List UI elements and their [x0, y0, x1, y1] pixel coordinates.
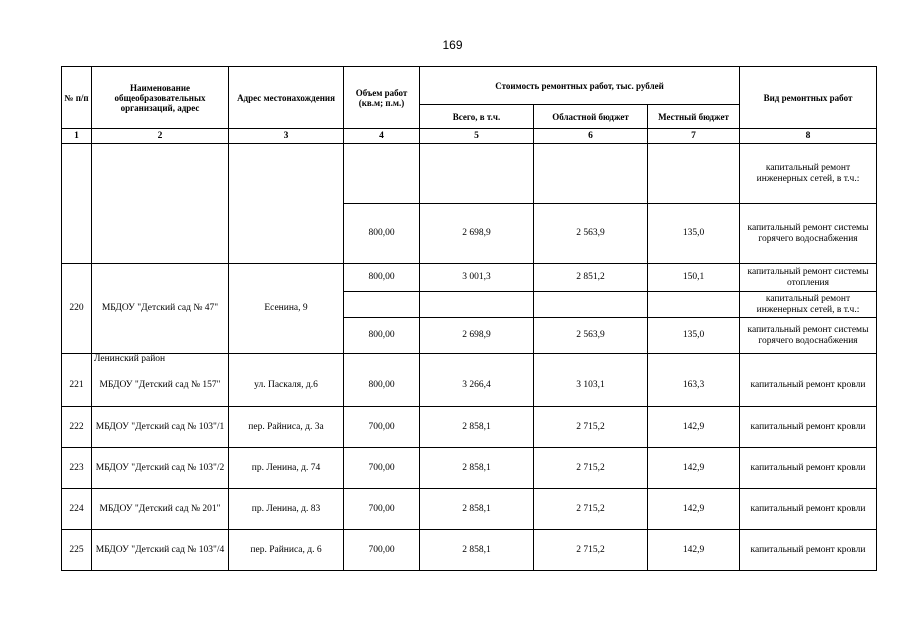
cell-address: Есенина, 9	[229, 264, 344, 354]
column-number-row	[62, 129, 877, 144]
cell-num: 225	[62, 530, 92, 571]
table-row	[62, 530, 877, 571]
header-col-volume: Объем работ (кв.м; п.м.)	[344, 67, 420, 129]
cell-address: ул. Паскаля, д.6	[229, 365, 344, 407]
cell-local: 142,9	[648, 448, 740, 489]
cell-volume: 700,00	[344, 489, 420, 530]
cell-name: МБДОУ "Детский сад № 103"/2	[92, 448, 229, 489]
cell-local: 142,9	[648, 530, 740, 571]
cell-volume: 700,00	[344, 407, 420, 448]
table-row	[62, 264, 877, 292]
table-row	[62, 407, 877, 448]
cell-name: МБДОУ "Детский сад № 201"	[92, 489, 229, 530]
column-number: 4	[344, 129, 420, 144]
cell-num: 220	[62, 264, 92, 354]
cell-volume: 700,00	[344, 448, 420, 489]
page-number: 169	[442, 38, 463, 52]
cell-name: МБДОУ "Детский сад № 47"	[92, 264, 229, 354]
cell-num	[62, 144, 92, 264]
cell-volume	[344, 292, 420, 318]
cell-work-type	[740, 354, 877, 365]
cell-local: 163,3	[648, 365, 740, 407]
cell-regional	[534, 354, 648, 365]
district-label: Ленинский район	[92, 354, 229, 365]
column-number: 1	[62, 129, 92, 144]
cell-work-type: капитальный ремонт системы горячего водоснабжения	[740, 318, 877, 354]
cell-volume: 800,00	[344, 365, 420, 407]
cell-local	[648, 292, 740, 318]
cell-regional: 2 851,2	[534, 264, 648, 292]
cell-volume	[344, 144, 420, 204]
cell-volume: 800,00	[344, 264, 420, 292]
cell-local: 135,0	[648, 318, 740, 354]
cell-total	[420, 144, 534, 204]
cell-regional: 2 563,9	[534, 204, 648, 264]
header-col-address: Адрес местонахождения	[229, 67, 344, 129]
cell-volume	[344, 354, 420, 365]
cell-name	[92, 144, 229, 264]
column-number: 3	[229, 129, 344, 144]
cell-local	[648, 354, 740, 365]
cell-name: МБДОУ "Детский сад № 103"/4	[92, 530, 229, 571]
column-number: 6	[534, 129, 648, 144]
cell-volume: 800,00	[344, 318, 420, 354]
cell-local: 142,9	[648, 489, 740, 530]
cell-local: 142,9	[648, 407, 740, 448]
cell-regional: 2 715,2	[534, 407, 648, 448]
table-row	[62, 144, 877, 204]
district-row	[62, 354, 877, 365]
cell-work-type: капитальный ремонт кровли	[740, 489, 877, 530]
cell-total	[420, 292, 534, 318]
cell-num: 223	[62, 448, 92, 489]
cell-num	[62, 354, 92, 365]
cell-total: 3 001,3	[420, 264, 534, 292]
cell-local: 135,0	[648, 204, 740, 264]
column-number: 2	[92, 129, 229, 144]
cell-regional	[534, 292, 648, 318]
cell-work-type: капитальный ремонт системы отопления	[740, 264, 877, 292]
cell-total: 2 858,1	[420, 407, 534, 448]
cell-total: 2 858,1	[420, 448, 534, 489]
cell-total	[420, 354, 534, 365]
cell-num: 222	[62, 407, 92, 448]
cell-address: пер. Райниса, д. 3а	[229, 407, 344, 448]
cell-regional: 3 103,1	[534, 365, 648, 407]
column-number: 8	[740, 129, 877, 144]
cell-work-type: капитальный ремонт кровли	[740, 448, 877, 489]
cell-address: пр. Ленина, д. 74	[229, 448, 344, 489]
table-row	[62, 365, 877, 407]
cell-num: 224	[62, 489, 92, 530]
header-col-work-type: Вид ремонтных работ	[740, 67, 877, 129]
cell-regional	[534, 144, 648, 204]
cell-work-type: капитальный ремонт инженерных сетей, в т.ч.:	[740, 144, 877, 204]
table-row	[62, 448, 877, 489]
cell-local	[648, 144, 740, 204]
cell-total: 2 858,1	[420, 530, 534, 571]
column-number: 7	[648, 129, 740, 144]
cell-volume: 700,00	[344, 530, 420, 571]
header-col-name: Наименование общеобразовательных организаций, адрес	[92, 67, 229, 129]
table-row	[62, 489, 877, 530]
cell-work-type: капитальный ремонт кровли	[740, 365, 877, 407]
cell-regional: 2 715,2	[534, 448, 648, 489]
cell-work-type: капитальный ремонт кровли	[740, 530, 877, 571]
cell-work-type: капитальный ремонт кровли	[740, 407, 877, 448]
header-col-total: Всего, в т.ч.	[420, 105, 534, 129]
cell-total: 2 858,1	[420, 489, 534, 530]
cell-address	[229, 354, 344, 365]
cell-work-type: капитальный ремонт системы горячего водоснабжения	[740, 204, 877, 264]
cell-address: пер. Райниса, д. 6	[229, 530, 344, 571]
cell-address: пр. Ленина, д. 83	[229, 489, 344, 530]
header-cost-group: Стоимость ремонтных работ, тыс. рублей	[420, 67, 740, 105]
cell-address	[229, 144, 344, 264]
header-row-1	[62, 67, 877, 105]
cell-volume: 800,00	[344, 204, 420, 264]
repair-works-table	[61, 66, 877, 571]
cell-name: МБДОУ "Детский сад № 103"/1	[92, 407, 229, 448]
header-col-regional: Областной бюджет	[534, 105, 648, 129]
column-number: 5	[420, 129, 534, 144]
header-col-local: Местный бюджет	[648, 105, 740, 129]
cell-name: МБДОУ "Детский сад № 157"	[92, 365, 229, 407]
cell-regional: 2 715,2	[534, 489, 648, 530]
cell-regional: 2 563,9	[534, 318, 648, 354]
cell-local: 150,1	[648, 264, 740, 292]
cell-total: 2 698,9	[420, 204, 534, 264]
cell-total: 3 266,4	[420, 365, 534, 407]
header-col-num: № п/п	[62, 67, 92, 129]
cell-num: 221	[62, 365, 92, 407]
cell-work-type: капитальный ремонт инженерных сетей, в т.ч.:	[740, 292, 877, 318]
cell-total: 2 698,9	[420, 318, 534, 354]
cell-regional: 2 715,2	[534, 530, 648, 571]
